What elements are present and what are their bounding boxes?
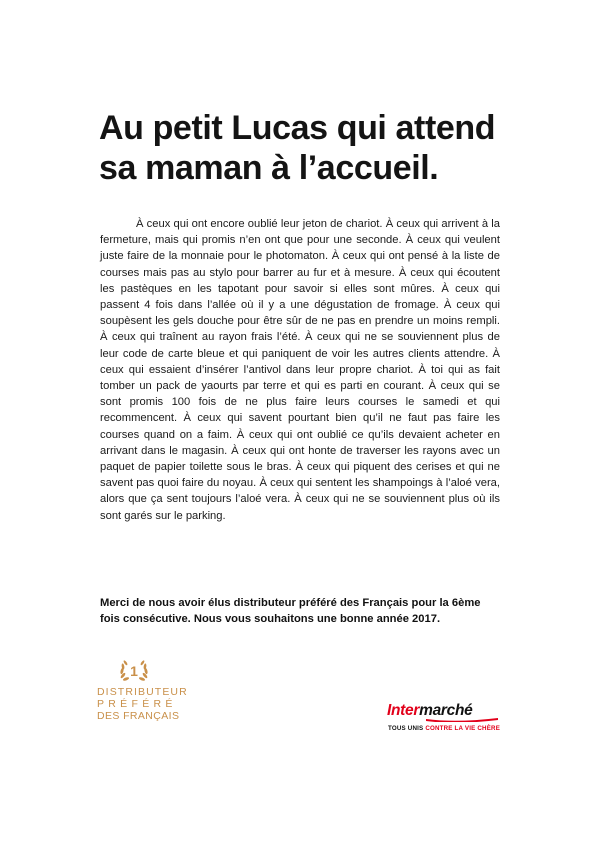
brand-name-marche: marché: [419, 702, 473, 719]
award-number: 1: [130, 663, 138, 679]
body-paragraph: À ceux qui ont encore oublié leur jeton de chariot. À ceux qui arrivent à la fermeture, mais qui promis n’en ont que pour une seconde. À ceux qui veulent juste faire de la monnaie pour le photomaton. À ceux qui ont pensé à la liste de courses mais pas au stylo pour barrer au fur et à mesure. À ceux qui écoutent les pastèques en les tapotant pour savoir si elles sont mûres. À ceux qui passent 4 fois dans l’allée où il y a une dégustation de fromage. À ceux qui soupèsent les gels douche pour être sûr de ne pas en prendre un moins rempli. À ceux qui traînent au rayon frais l’été. À ceux qui ne se souviennent plus de leur code de carte bleue et qui paniquent de voir les autres clients attendre. À ceux qui essaient d’insérer l’antivol dans leur propre chariot. À toi qui as fait tomber un pack de yaourts par terre et qui es parti en courant. À ceux qui se sont promis 100 fois de ne plus faire leurs courses le samedi et qui recommencent. À ceux qui savent pourtant bien qu’il ne faut pas faire les courses quand on a faim. À ceux qui ont oublié ce qu’ils devaient acheter en arrivant dans le magasin. À ceux qui ont honte de traverser les rayons avec un paquet de papier toilette sous le bras. À ceux qui piquent des cerises et qui ne savent pas quoi faire du noyau. À ceux qui sentent les shampoings à l’aloé vera, alors que ça sent toujours l’aloé vera. À ceux qui ne se souviennent plus où ils sont garés sur le parking.: [100, 218, 500, 522]
award-badge: [97, 659, 217, 731]
svg-text:Intermarché: [387, 702, 473, 719]
brand-wordmark: [386, 700, 504, 722]
laurel-wreath-icon: [114, 659, 154, 683]
tagline-part-1: TOUS UNIS: [388, 725, 424, 732]
tagline-part-2: CONTRE LA VIE CHÈRE: [425, 725, 501, 732]
intermarche-logo: [384, 700, 506, 740]
thanks-message: Merci de nous avoir élus distributeur préféré des Français pour la 6ème fois consécutive. Nous vous souhaitons une bonne année 2017.: [100, 597, 481, 625]
headline: Au petit Lucas qui attend sa maman à l’accueil.: [99, 109, 496, 187]
award-line-3: DES FRANÇAIS: [97, 710, 180, 722]
brand-name-inter: Inter: [387, 702, 420, 719]
award-line-1: DISTRIBUTEUR: [97, 686, 188, 698]
brand-tagline: [388, 725, 500, 732]
award-line-2: PRÉFÉRÉ: [97, 698, 177, 710]
